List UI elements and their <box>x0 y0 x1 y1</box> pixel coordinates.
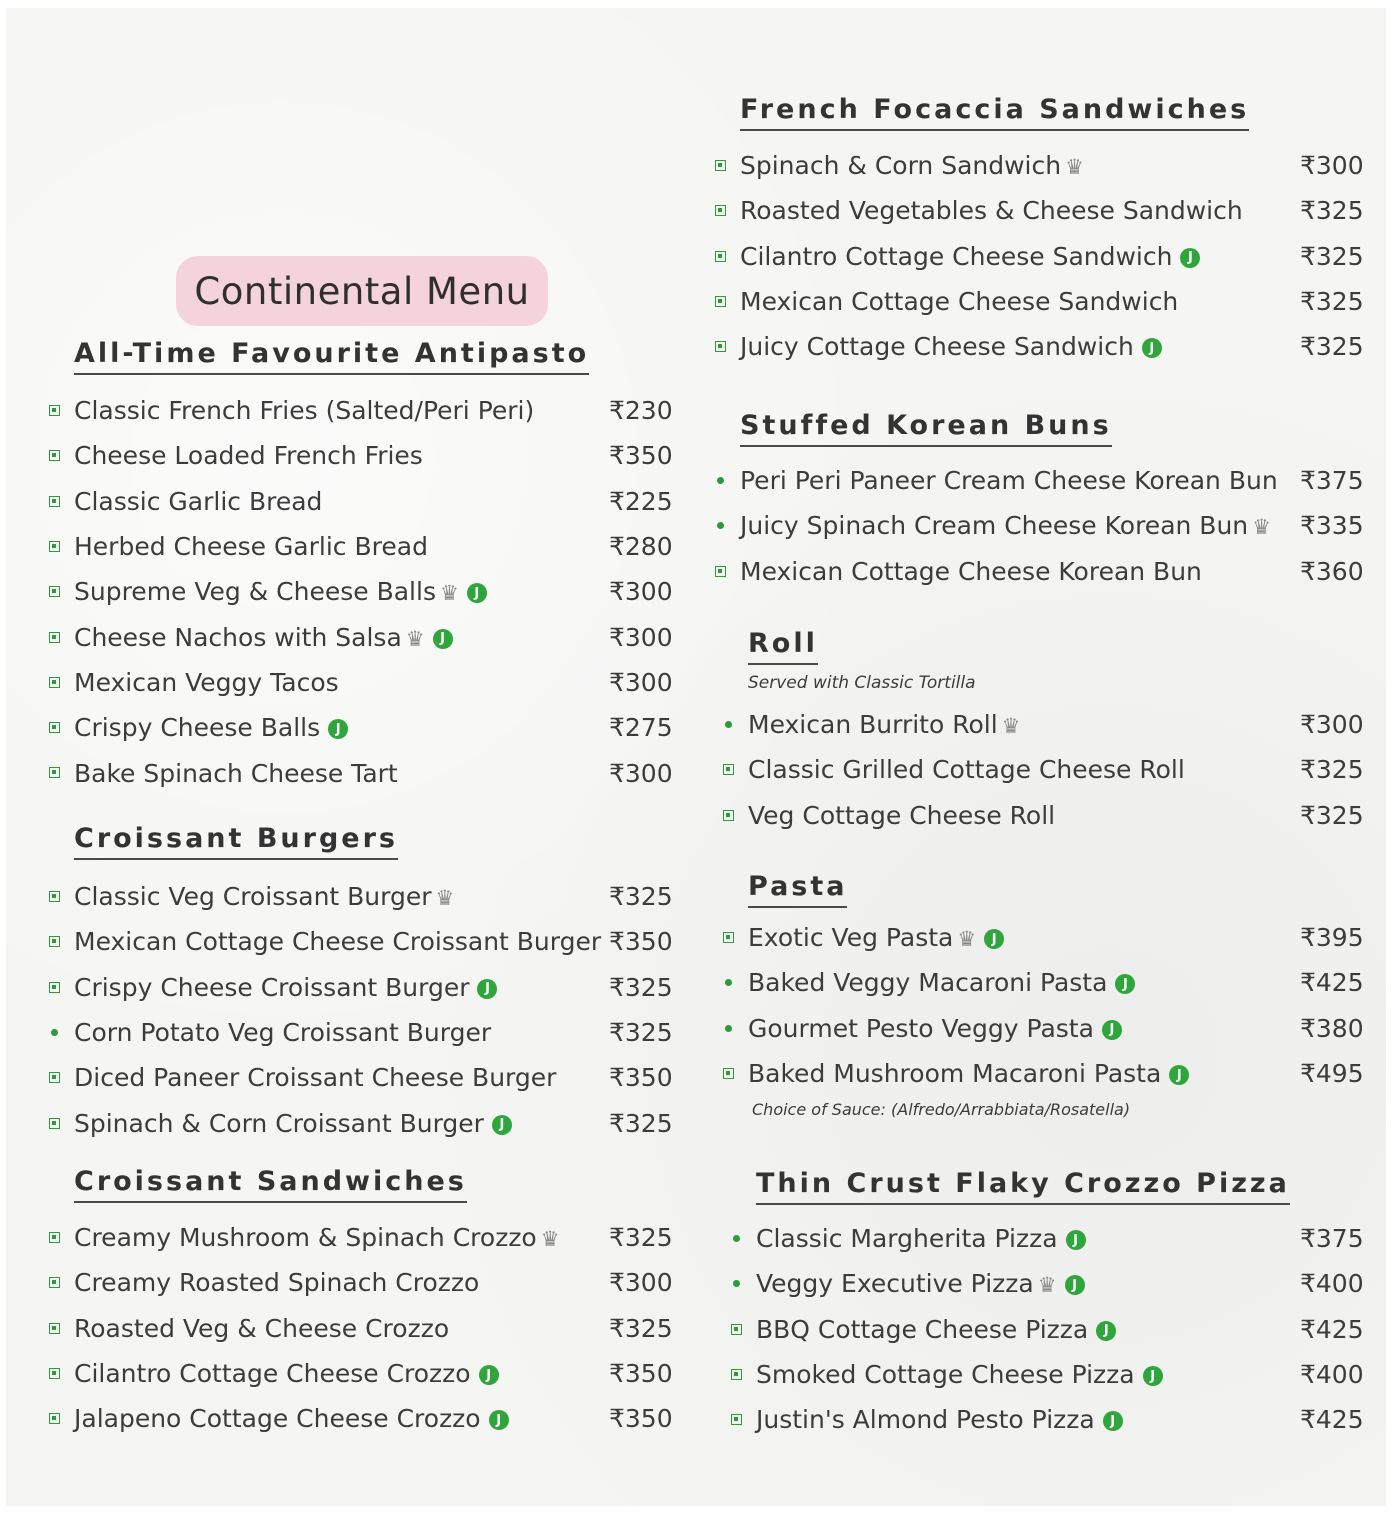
menu-item[interactable] <box>74 1055 679 1100</box>
item-price: ₹425 <box>1300 1405 1364 1435</box>
veg-mark-icon <box>48 1322 61 1335</box>
veg-mark-icon <box>48 935 61 948</box>
menu-item[interactable] <box>74 660 679 705</box>
item-name-text: Mexican Cottage Cheese Croissant Burger <box>74 927 602 957</box>
menu-item[interactable] <box>74 919 679 964</box>
section-title: Thin Crust Flaky Crozzo Pizza <box>756 1168 1290 1205</box>
item-price: ₹300 <box>609 667 673 697</box>
item-price: ₹350 <box>609 1404 673 1434</box>
veg-mark-icon <box>714 340 727 353</box>
item-price: ₹375 <box>1300 466 1364 496</box>
menu-item[interactable] <box>74 569 679 614</box>
crown-icon: ♛ <box>540 1227 560 1252</box>
item-name-text: Justin's Almond Pesto Pizza <box>756 1405 1095 1435</box>
item-name <box>740 557 1202 586</box>
item-price: ₹350 <box>609 1063 673 1093</box>
menu-item[interactable] <box>748 960 1370 1005</box>
menu-item[interactable] <box>74 479 679 524</box>
jain-icon: J <box>1180 248 1200 268</box>
jain-icon: J <box>1103 1411 1123 1431</box>
menu-item[interactable] <box>740 188 1370 233</box>
item-name <box>74 668 339 697</box>
item-name <box>740 196 1243 225</box>
item-price: ₹325 <box>609 1313 673 1343</box>
jain-icon: J <box>433 629 453 649</box>
menu-item[interactable] <box>756 1216 1370 1261</box>
item-name <box>740 466 1278 495</box>
section-title: Croissant Burgers <box>74 823 398 860</box>
veg-mark-icon <box>722 809 735 822</box>
item-name <box>74 973 497 1002</box>
veg-mark-icon <box>714 565 727 578</box>
item-price: ₹325 <box>609 882 673 912</box>
section-subtitle: Served with Classic Tortilla <box>748 673 976 693</box>
menu-item[interactable] <box>756 1261 1370 1306</box>
crown-icon: ♛ <box>1252 515 1271 540</box>
item-name-text: Baked Mushroom Macaroni Pasta <box>748 1059 1162 1089</box>
menu-item[interactable] <box>74 1306 679 1351</box>
item-name <box>748 801 1055 830</box>
jain-icon: J <box>1065 1275 1085 1295</box>
veg-mark-icon <box>714 250 727 263</box>
item-name-text: Supreme Veg & Cheese Balls <box>74 577 436 607</box>
item-name-text: Classic French Fries (Salted/Peri Peri) <box>74 396 535 426</box>
item-name-text: Cheese Nachos with Salsa <box>74 622 402 652</box>
item-name <box>74 1063 556 1092</box>
item-price: ₹300 <box>1300 151 1364 181</box>
crown-icon: ♛ <box>1065 155 1084 180</box>
item-name <box>74 532 428 561</box>
item-name <box>756 1315 1116 1344</box>
menu-item[interactable] <box>74 615 679 660</box>
item-name <box>74 396 534 425</box>
item-name-text: Exotic Veg Pasta <box>748 923 954 953</box>
menu-item[interactable] <box>74 1101 679 1146</box>
menu-item[interactable] <box>74 965 679 1010</box>
item-name <box>756 1405 1123 1434</box>
item-name <box>74 1314 449 1343</box>
item-name-text: Mexican Cottage Cheese Sandwich <box>740 287 1179 317</box>
menu-item[interactable] <box>748 1051 1370 1096</box>
item-name-text: Herbed Cheese Garlic Bread <box>74 532 428 562</box>
menu-item[interactable] <box>74 750 679 795</box>
item-name-text: Classic Grilled Cottage Cheese Roll <box>748 755 1185 785</box>
item-price: ₹360 <box>1300 556 1364 586</box>
veg-mark-icon <box>48 631 61 644</box>
item-name <box>748 755 1185 784</box>
section-stuffed-korean-buns <box>740 410 1112 447</box>
section-all-time-favourite-antipasto <box>74 338 589 375</box>
item-name-text: Peri Peri Paneer Cream Cheese Korean Bun <box>740 466 1278 496</box>
item-name <box>740 287 1178 316</box>
veg-dot-icon <box>722 718 735 731</box>
item-name-text: Diced Paneer Croissant Cheese Burger <box>74 1063 557 1093</box>
item-price: ₹300 <box>609 577 673 607</box>
veg-mark-icon <box>730 1368 743 1381</box>
item-name <box>74 1223 560 1252</box>
item-name <box>74 927 601 956</box>
crown-icon: ♛ <box>1001 714 1021 739</box>
item-price: ₹425 <box>1300 968 1364 998</box>
menu-item[interactable] <box>748 915 1370 960</box>
veg-mark-icon <box>714 159 727 172</box>
item-name <box>74 1109 512 1138</box>
item-price: ₹380 <box>1300 1013 1364 1043</box>
item-price: ₹300 <box>609 622 673 652</box>
item-price: ₹275 <box>609 713 673 743</box>
item-name-text: Corn Potato Veg Croissant Burger <box>74 1018 492 1048</box>
menu-item[interactable] <box>74 1215 679 1260</box>
item-name <box>74 882 454 911</box>
veg-dot-icon <box>714 519 727 532</box>
item-name-text: Mexican Burrito Roll <box>748 710 998 740</box>
jain-icon: J <box>492 1115 512 1135</box>
item-name <box>756 1269 1085 1298</box>
item-name-text: Juicy Cottage Cheese Sandwich <box>740 332 1134 362</box>
item-price: ₹325 <box>609 1108 673 1138</box>
crown-icon: ♛ <box>1037 1273 1057 1298</box>
item-price: ₹495 <box>1300 1059 1364 1089</box>
item-name <box>74 623 453 652</box>
veg-mark-icon <box>714 295 727 308</box>
jain-icon: J <box>328 719 348 739</box>
item-price: ₹325 <box>1300 241 1364 271</box>
item-name <box>740 242 1200 271</box>
veg-mark-icon <box>730 1413 743 1426</box>
item-name-text: Cheese Loaded French Fries <box>74 441 423 471</box>
item-name <box>74 1268 479 1297</box>
item-name <box>748 710 1020 739</box>
item-price: ₹325 <box>1300 196 1364 226</box>
jain-icon: J <box>1142 338 1162 358</box>
item-price: ₹225 <box>609 486 673 516</box>
item-price: ₹350 <box>609 1359 673 1389</box>
veg-mark-icon <box>48 766 61 779</box>
section-title: Croissant Sandwiches <box>74 1166 467 1203</box>
item-price: ₹325 <box>1300 800 1364 830</box>
veg-dot-icon <box>722 976 735 989</box>
crown-icon: ♛ <box>435 886 455 911</box>
veg-mark-icon <box>48 1117 61 1130</box>
section-roll <box>748 628 818 665</box>
veg-mark-icon <box>48 1071 61 1084</box>
menu-item[interactable] <box>740 279 1370 324</box>
item-price: ₹350 <box>609 927 673 957</box>
item-price: ₹325 <box>1300 755 1364 785</box>
menu-item[interactable] <box>74 388 679 433</box>
veg-mark-icon <box>48 449 61 462</box>
veg-mark-icon <box>48 1412 61 1425</box>
section-croissant-burgers <box>74 823 398 860</box>
menu-item[interactable] <box>756 1307 1370 1352</box>
menu-item[interactable] <box>74 1351 679 1396</box>
item-price: ₹325 <box>609 972 673 1002</box>
item-name <box>74 1359 499 1388</box>
item-name-text: Bake Spinach Cheese Tart <box>74 758 398 788</box>
menu-sheet <box>6 8 1386 1506</box>
section-pasta <box>748 871 847 908</box>
veg-mark-icon <box>48 721 61 734</box>
item-name <box>740 151 1084 180</box>
veg-mark-icon <box>48 585 61 598</box>
jain-icon: J <box>984 929 1004 949</box>
item-price: ₹400 <box>1300 1269 1364 1299</box>
veg-mark-icon <box>48 1367 61 1380</box>
menu-item[interactable] <box>740 458 1370 503</box>
item-name-text: Mexican Veggy Tacos <box>74 667 339 697</box>
item-name <box>748 1059 1189 1088</box>
veg-dot-icon <box>730 1232 743 1245</box>
veg-mark-icon <box>48 404 61 417</box>
menu-item[interactable] <box>748 793 1370 838</box>
veg-mark-icon <box>48 540 61 553</box>
menu-item[interactable] <box>740 549 1370 594</box>
menu-item[interactable] <box>756 1397 1370 1442</box>
item-name-text: Crispy Cheese Croissant Burger <box>74 972 470 1002</box>
item-name <box>748 968 1135 997</box>
menu-item[interactable] <box>740 234 1370 279</box>
veg-dot-icon <box>722 1022 735 1035</box>
item-name <box>74 713 348 742</box>
item-name-text: Crispy Cheese Balls <box>74 713 321 743</box>
veg-mark-icon <box>48 981 61 994</box>
item-name-text: Roasted Veg & Cheese Crozzo <box>74 1313 450 1343</box>
veg-mark-icon <box>48 890 61 903</box>
menu-item[interactable] <box>74 705 679 750</box>
item-name-text: Veg Cottage Cheese Roll <box>748 800 1056 830</box>
item-name <box>756 1224 1086 1253</box>
section-title: All-Time Favourite Antipasto <box>74 338 589 375</box>
jain-icon: J <box>1096 1321 1116 1341</box>
item-name-text: Cilantro Cottage Cheese Sandwich <box>740 241 1173 271</box>
veg-dot-icon <box>730 1277 743 1290</box>
veg-mark-icon <box>48 495 61 508</box>
menu-item[interactable] <box>74 874 679 919</box>
item-name-text: Juicy Spinach Cream Cheese Korean Bun <box>740 511 1249 541</box>
item-name-text: Classic Margherita Pizza <box>756 1224 1058 1254</box>
section-title: French Focaccia Sandwiches <box>740 94 1249 131</box>
item-price: ₹300 <box>609 758 673 788</box>
jain-icon: J <box>479 1365 499 1385</box>
veg-mark-icon <box>722 763 735 776</box>
jain-icon: J <box>467 583 487 603</box>
veg-mark-icon <box>722 1067 735 1080</box>
item-name-text: Spinach & Corn Croissant Burger <box>74 1108 484 1138</box>
item-price: ₹395 <box>1300 923 1364 953</box>
item-price: ₹400 <box>1300 1360 1364 1390</box>
item-price: ₹375 <box>1300 1224 1364 1254</box>
menu-item[interactable] <box>74 1396 679 1441</box>
item-price: ₹350 <box>609 441 673 471</box>
item-price: ₹300 <box>609 1268 673 1298</box>
item-name-text: BBQ Cottage Cheese Pizza <box>756 1314 1089 1344</box>
veg-mark-icon <box>730 1323 743 1336</box>
section-croissant-sandwiches <box>74 1166 467 1203</box>
item-price: ₹325 <box>609 1018 673 1048</box>
veg-mark-icon <box>48 1276 61 1289</box>
item-price: ₹325 <box>1300 332 1364 362</box>
jain-icon: J <box>1066 1230 1086 1250</box>
section-thin-crust-flaky-crozzo-pizza <box>756 1168 1290 1205</box>
menu-item[interactable] <box>740 143 1370 188</box>
item-name-text: Creamy Mushroom & Spinach Crozzo <box>74 1223 537 1253</box>
jain-icon: J <box>1169 1065 1189 1085</box>
jain-icon: J <box>477 979 497 999</box>
crown-icon: ♛ <box>405 626 425 651</box>
item-name <box>756 1360 1163 1389</box>
veg-dot-icon <box>48 1026 61 1039</box>
menu-item[interactable] <box>74 524 679 569</box>
item-name <box>740 511 1271 540</box>
veg-dot-icon <box>714 474 727 487</box>
item-name-text: Classic Veg Croissant Burger <box>74 882 432 912</box>
menu-item[interactable] <box>748 747 1370 792</box>
item-name-text: Baked Veggy Macaroni Pasta <box>748 968 1108 998</box>
item-name <box>74 759 398 788</box>
jain-icon: J <box>1143 1366 1163 1386</box>
item-name-text: Spinach & Corn Sandwich <box>740 151 1062 181</box>
veg-mark-icon <box>48 676 61 689</box>
item-name-text: Creamy Roasted Spinach Crozzo <box>74 1268 480 1298</box>
section-title: Roll <box>748 628 818 665</box>
item-name-text: Roasted Vegetables & Cheese Sandwich <box>740 196 1243 226</box>
jain-icon: J <box>489 1410 509 1430</box>
item-name <box>74 441 423 470</box>
item-name-text: Smoked Cottage Cheese Pizza <box>756 1360 1135 1390</box>
item-name <box>748 1014 1122 1043</box>
item-price: ₹300 <box>1300 710 1364 740</box>
crown-icon: ♛ <box>957 927 977 952</box>
veg-mark-icon <box>48 1231 61 1244</box>
item-price: ₹425 <box>1300 1314 1364 1344</box>
veg-mark-icon <box>722 931 735 944</box>
jain-icon: J <box>1115 974 1135 994</box>
item-name-text: Veggy Executive Pizza <box>756 1269 1034 1299</box>
item-name <box>740 332 1162 361</box>
menu-title-badge <box>176 256 548 326</box>
sauce-note: Choice of Sauce: (Alfredo/Arrabbiata/Rosatella) <box>752 1100 1131 1119</box>
item-price: ₹325 <box>1300 287 1364 317</box>
item-price: ₹280 <box>609 532 673 562</box>
item-name <box>74 1404 509 1433</box>
veg-mark-icon <box>714 204 727 217</box>
menu-item[interactable] <box>74 433 679 478</box>
menu-item[interactable] <box>740 503 1370 548</box>
item-name <box>748 923 1004 952</box>
section-french-focaccia-sandwiches <box>740 94 1249 131</box>
item-price: ₹325 <box>609 1223 673 1253</box>
item-name <box>74 577 487 606</box>
menu-title: Continental Menu <box>194 269 530 313</box>
crown-icon: ♛ <box>439 581 459 606</box>
section-title: Pasta <box>748 871 847 908</box>
item-name-text: Jalapeno Cottage Cheese Crozzo <box>74 1404 481 1434</box>
item-name-text: Gourmet Pesto Veggy Pasta <box>748 1013 1094 1043</box>
menu-item[interactable] <box>748 1006 1370 1051</box>
menu-item[interactable] <box>756 1352 1370 1397</box>
menu-item[interactable] <box>74 1260 679 1305</box>
menu-item[interactable] <box>74 1010 679 1055</box>
item-price: ₹335 <box>1300 511 1364 541</box>
item-price: ₹230 <box>609 396 673 426</box>
section-title: Stuffed Korean Buns <box>740 410 1112 447</box>
item-name <box>74 1018 491 1047</box>
jain-icon: J <box>1102 1020 1122 1040</box>
item-name-text: Cilantro Cottage Cheese Crozzo <box>74 1359 471 1389</box>
menu-item[interactable] <box>748 702 1370 747</box>
menu-item[interactable] <box>740 324 1370 369</box>
item-name-text: Classic Garlic Bread <box>74 486 323 516</box>
item-name-text: Mexican Cottage Cheese Korean Bun <box>740 556 1202 586</box>
item-name <box>74 487 322 516</box>
